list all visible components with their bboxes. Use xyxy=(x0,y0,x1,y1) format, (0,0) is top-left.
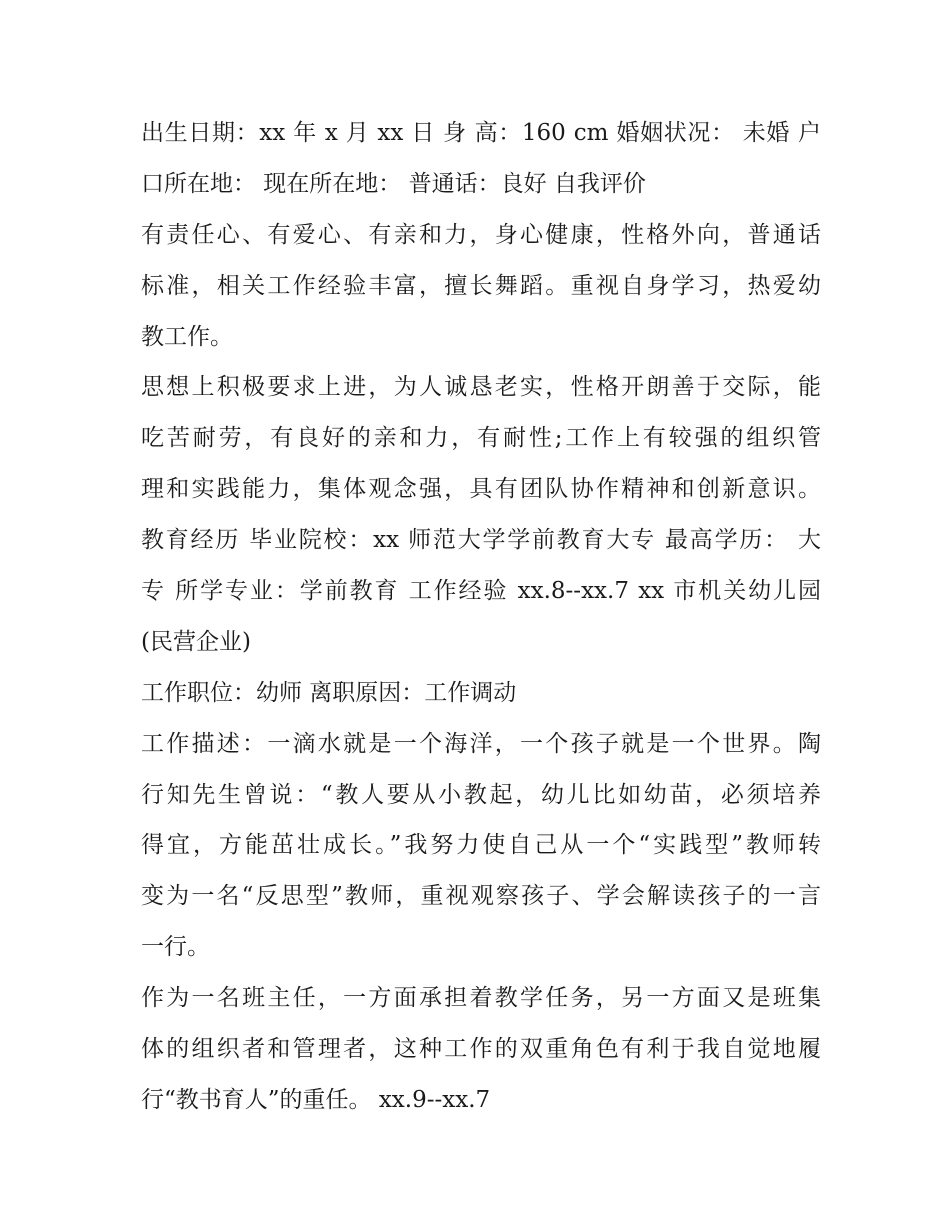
text-line: 得宜，方能茁壮成长。”我努力使自己从一个“实践型”教师转 xyxy=(141,832,821,859)
text-line: 吃苦耐劳，有良好的亲和力，有耐性;工作上有较强的组织管 xyxy=(141,425,821,452)
text-line: 作为一名班主任，一方面承担着教学任务，另一方面又是班集 xyxy=(141,985,821,1012)
text-line: 教工作。 xyxy=(141,323,233,350)
text-line: 思想上积极要求上进，为人诚恳老实，性格开朗善于交际，能 xyxy=(141,374,821,401)
text-line: 标准，相关工作经验丰富，擅长舞蹈。重视自身学习，热爱幼 xyxy=(141,272,821,299)
text-line: 工作描述：一滴水就是一个海洋，一个孩子就是一个世界。陶 xyxy=(141,730,821,757)
text-line: 工作职位：幼师 离职原因：工作调动 xyxy=(141,679,517,706)
text-line: 教育经历 毕业院校：xx 师范大学学前教育大专 最高学历： 大 xyxy=(141,527,821,554)
text-line: 专 所学专业：学前教育 工作经验 xx.8--xx.7 xx 市机关幼儿园 xyxy=(141,578,821,605)
text-line: 一行。 xyxy=(141,934,210,961)
document-body xyxy=(141,108,821,1126)
text-line: 口所在地： 现在所在地： 普通话：良好 自我评价 xyxy=(141,170,646,197)
text-line: 行“教书育人”的重任。 xx.9--xx.7 xyxy=(141,1086,491,1113)
text-line: 出生日期：xx 年 x 月 xx 日 身 高：160 cm 婚姻状况： 未婚 户 xyxy=(141,120,821,146)
text-line: 理和实践能力，集体观念强，具有团队协作精神和创新意识。 xyxy=(141,476,821,503)
text-line: (民营企业) xyxy=(141,628,251,655)
text-line: 体的组织者和管理者，这种工作的双重角色有利于我自觉地履 xyxy=(141,1036,821,1063)
text-line: 有责任心、有爱心、有亲和力，身心健康，性格外向，普通话 xyxy=(141,221,821,248)
text-line: 行知先生曾说：“教人要从小教起，幼儿比如幼苗，必须培养 xyxy=(141,781,821,808)
text-line: 变为一名“反思型”教师，重视观察孩子、学会解读孩子的一言 xyxy=(141,883,821,910)
